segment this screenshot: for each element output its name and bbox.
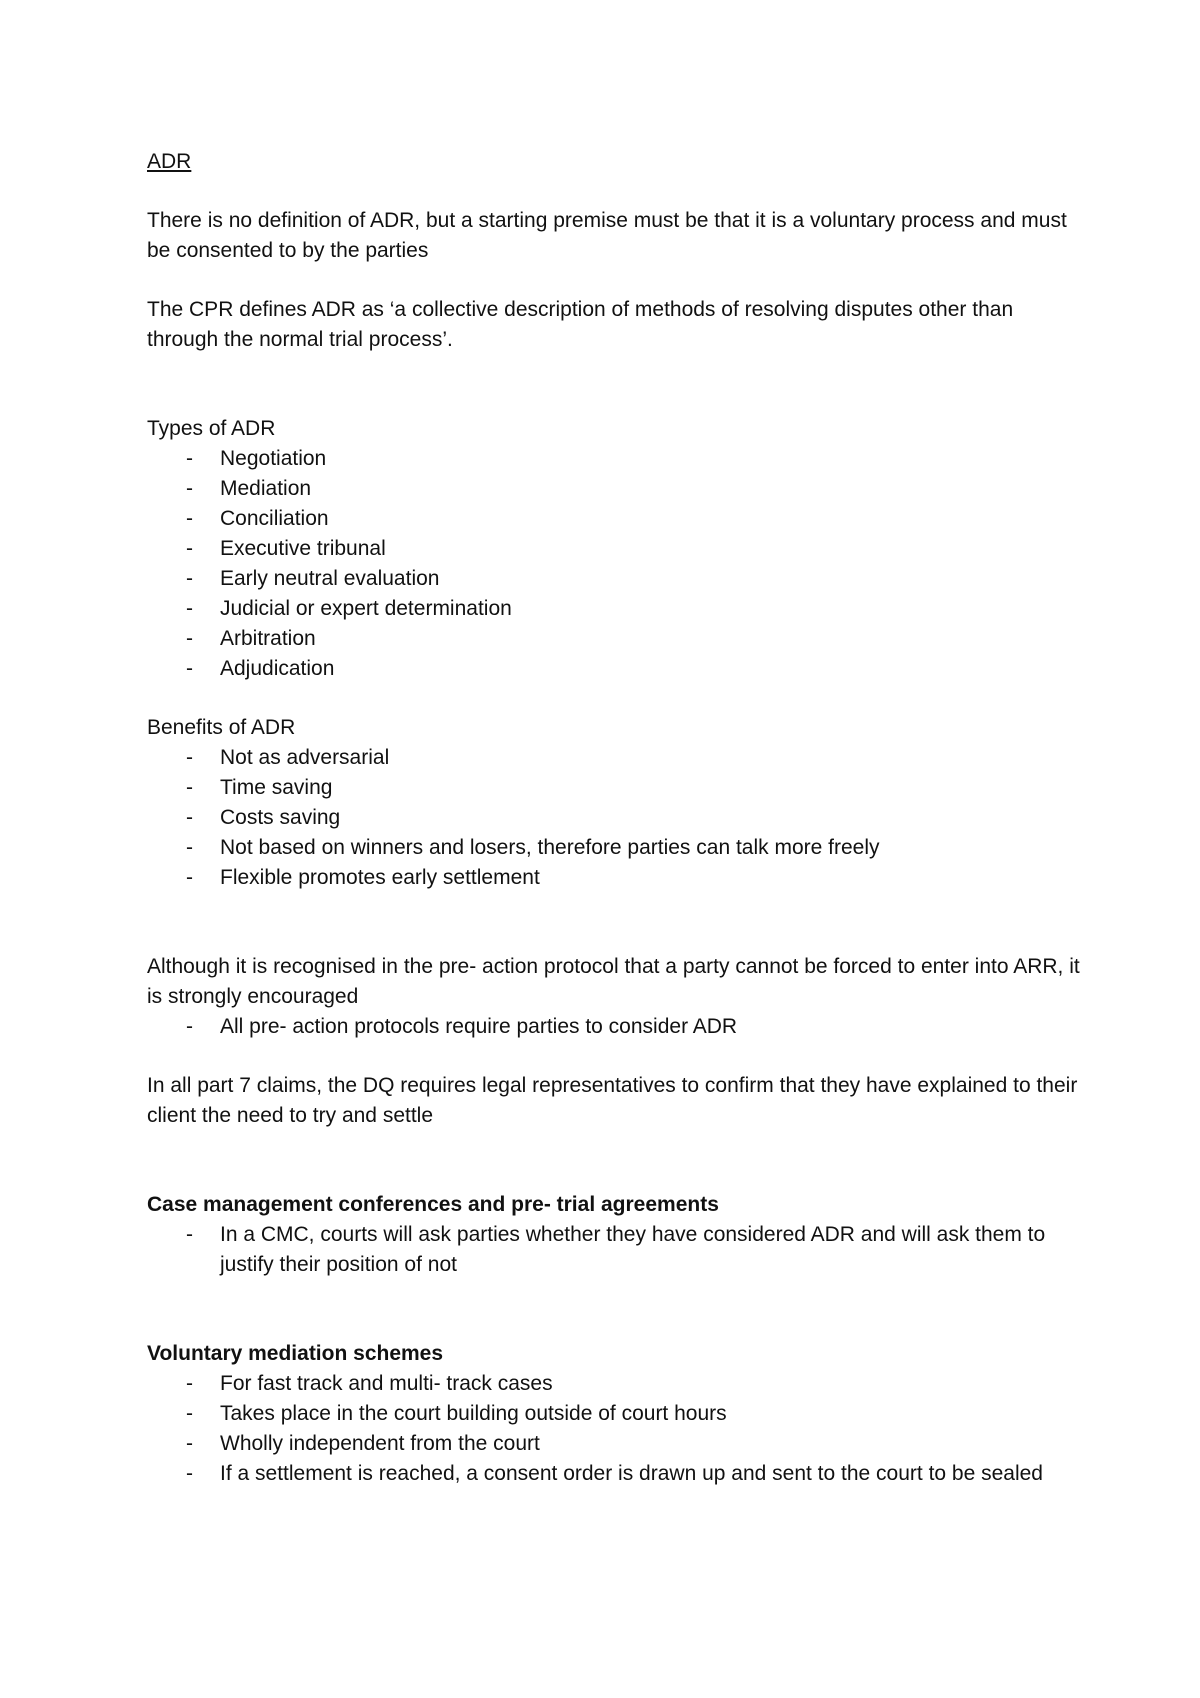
list-item: - Not as adversarial [147,743,1087,773]
list-item: - Wholly independent from the court [147,1429,1087,1459]
list-item: - Mediation [147,474,1087,504]
benefits-list [147,743,1087,893]
cmc-heading: Case management conferences and pre- trial agreements [147,1193,719,1216]
list-item: - If a settlement is reached, a consent order is drawn up and sent to the court to be sealed [147,1459,1087,1489]
list-item: - Takes place in the court building outside of court hours [147,1399,1087,1429]
list-item: - Arbitration [147,624,1087,654]
protocol-list [147,1012,1087,1042]
list-item: - Early neutral evaluation [147,564,1087,594]
list-item: - All pre- action protocols require parties to consider ADR [147,1012,1087,1042]
list-item: - Flexible promotes early settlement [147,863,1087,893]
protocol-paragraph: Although it is recognised in the pre- action protocol that a party cannot be forced to enter into ARR, it is strongly encouraged [147,955,1080,1008]
benefits-heading: Benefits of ADR [147,716,296,739]
list-item: - Time saving [147,773,1087,803]
document-body [147,147,1087,1489]
voluntary-list [147,1369,1087,1489]
list-item: - Not based on winners and losers, therefore parties can talk more freely [147,833,1087,863]
list-item: - Conciliation [147,504,1087,534]
list-item: - Executive tribunal [147,534,1087,564]
types-heading: Types of ADR [147,417,276,440]
list-item: - Negotiation [147,444,1087,474]
document-title: ADR [147,150,192,173]
cpr-definition-paragraph: The CPR defines ADR as ‘a collective description of methods of resolving disputes other than through the normal trial process’. [147,298,1014,351]
part7-paragraph: In all part 7 claims, the DQ requires legal representatives to confirm that they have explained to their client the need to try and settle [147,1074,1078,1127]
cmc-list [147,1220,1087,1280]
list-item: - In a CMC, courts will ask parties whether they have considered ADR and will ask them to justify their position of not [147,1220,1087,1280]
types-list [147,444,1087,684]
list-item: - Costs saving [147,803,1087,833]
list-item: - Adjudication [147,654,1087,684]
list-item: - Judicial or expert determination [147,594,1087,624]
voluntary-heading: Voluntary mediation schemes [147,1342,444,1365]
intro-paragraph: There is no definition of ADR, but a starting premise must be that it is a voluntary process and must be consented to by the parties [147,209,1067,262]
list-item: - For fast track and multi- track cases [147,1369,1087,1399]
